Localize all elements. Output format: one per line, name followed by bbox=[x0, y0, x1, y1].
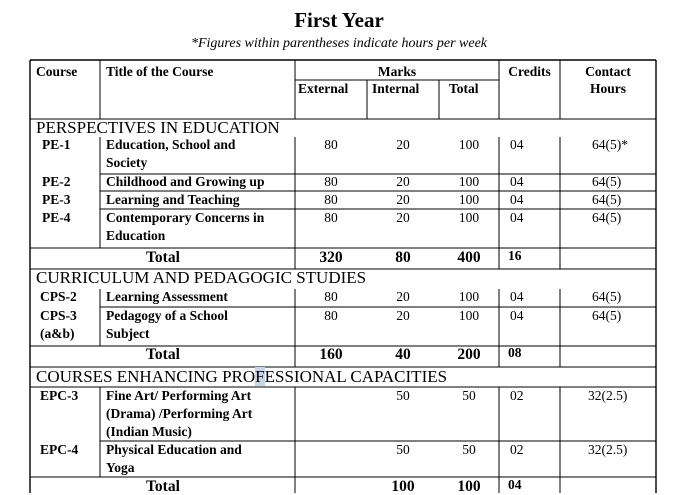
total-marks: 100 bbox=[458, 308, 480, 323]
course-code: EPC-4 bbox=[40, 442, 79, 457]
total-internal: 100 bbox=[391, 478, 415, 495]
course-title: (Indian Music) bbox=[106, 424, 192, 439]
credits: 04 bbox=[510, 289, 524, 304]
internal-marks: 20 bbox=[396, 192, 410, 207]
header-marks: Marks bbox=[377, 64, 417, 79]
course-title: Society bbox=[106, 155, 148, 170]
external-marks: 80 bbox=[324, 289, 338, 304]
credits: 02 bbox=[510, 442, 524, 457]
header-external: External bbox=[298, 81, 349, 96]
course-title: Childhood and Growing up bbox=[106, 174, 265, 189]
total-external: 160 bbox=[319, 346, 343, 363]
contact-hours: 64(5) bbox=[592, 174, 622, 189]
course-code: PE-1 bbox=[42, 137, 71, 152]
total-credits: 16 bbox=[508, 248, 522, 263]
header-course: Course bbox=[36, 64, 78, 79]
contact-hours: 64(5) bbox=[592, 289, 622, 304]
credits: 02 bbox=[510, 388, 524, 403]
course-title: Subject bbox=[106, 326, 150, 341]
internal-marks: 20 bbox=[396, 174, 410, 189]
total-total: 200 bbox=[457, 346, 481, 363]
external-marks: 80 bbox=[324, 210, 338, 225]
header-credits: Credits bbox=[508, 64, 551, 79]
course-title: Learning and Teaching bbox=[106, 192, 240, 207]
contact-hours: 64(5) bbox=[592, 210, 622, 225]
course-code: CPS-3 bbox=[40, 308, 77, 323]
total-marks: 100 bbox=[458, 174, 480, 189]
header-internal: Internal bbox=[372, 81, 420, 96]
section-heading: CURRICULUM AND PEDAGOGIC STUDIES bbox=[36, 268, 367, 287]
total-marks: 100 bbox=[458, 210, 480, 225]
course-title: Physical Education and bbox=[106, 442, 242, 457]
header-hours: Hours bbox=[589, 81, 626, 96]
contact-hours: 64(5) bbox=[592, 308, 622, 323]
course-title: Education, School and bbox=[106, 137, 236, 152]
contact-hours: 32(2.5) bbox=[588, 442, 628, 457]
course-title: Learning Assessment bbox=[106, 289, 228, 304]
external-marks: 80 bbox=[324, 137, 338, 152]
credits: 04 bbox=[510, 308, 524, 323]
course-code: CPS-2 bbox=[40, 289, 77, 304]
contact-hours: 64(5)* bbox=[592, 137, 628, 152]
course-title: Education bbox=[106, 228, 166, 243]
course-title: Yoga bbox=[106, 460, 135, 475]
total-label: Total bbox=[146, 346, 180, 363]
total-marks: 50 bbox=[462, 442, 476, 457]
internal-marks: 20 bbox=[396, 308, 410, 323]
course-code: PE-2 bbox=[42, 174, 71, 189]
internal-marks: 20 bbox=[396, 137, 410, 152]
total-marks: 100 bbox=[458, 192, 480, 207]
credits: 04 bbox=[510, 137, 524, 152]
header-contact: Contact bbox=[585, 64, 631, 79]
section-heading-part: COURSES ENHANCING PRO bbox=[36, 367, 256, 386]
internal-marks: 20 bbox=[396, 289, 410, 304]
credits: 04 bbox=[510, 174, 524, 189]
internal-marks: 20 bbox=[396, 210, 410, 225]
text-selection-highlight: F bbox=[255, 367, 265, 386]
section-heading bbox=[36, 367, 447, 387]
total-total: 100 bbox=[457, 478, 481, 495]
course-title: Pedagogy of a School bbox=[106, 308, 228, 323]
course-code: EPC-3 bbox=[40, 388, 79, 403]
course-code: PE-3 bbox=[42, 192, 71, 207]
credits: 04 bbox=[510, 192, 524, 207]
course-title: (Drama) /Performing Art bbox=[106, 406, 253, 421]
course-code: (a&b) bbox=[40, 326, 75, 341]
total-internal: 80 bbox=[395, 249, 411, 266]
external-marks: 80 bbox=[324, 308, 338, 323]
total-marks: 100 bbox=[458, 137, 480, 152]
total-internal: 40 bbox=[395, 346, 411, 363]
header-title: Title of the Course bbox=[106, 64, 214, 79]
course-code: PE-4 bbox=[42, 210, 71, 225]
external-marks: 80 bbox=[324, 174, 338, 189]
page-title: First Year bbox=[294, 8, 384, 32]
total-label: Total bbox=[146, 249, 180, 266]
subtitle-note: *Figures within parentheses indicate hours per week bbox=[190, 36, 488, 51]
internal-marks: 50 bbox=[396, 442, 410, 457]
external-marks: 80 bbox=[324, 192, 338, 207]
credits: 04 bbox=[510, 210, 524, 225]
total-marks: 50 bbox=[462, 388, 476, 403]
total-credits: 08 bbox=[508, 345, 522, 360]
total-credits: 04 bbox=[508, 477, 522, 492]
total-marks: 100 bbox=[458, 289, 480, 304]
internal-marks: 50 bbox=[396, 388, 410, 403]
course-title: Contemporary Concerns in bbox=[106, 210, 265, 225]
contact-hours: 64(5) bbox=[592, 192, 622, 207]
total-total: 400 bbox=[457, 249, 481, 266]
total-label: Total bbox=[146, 478, 180, 495]
course-title: Fine Art/ Performing Art bbox=[106, 388, 252, 403]
total-external: 320 bbox=[319, 249, 343, 266]
section-heading-part: ESSIONAL CAPACITIES bbox=[264, 367, 448, 386]
section-heading: PERSPECTIVES IN EDUCATION bbox=[36, 118, 280, 137]
header-total: Total bbox=[449, 81, 479, 96]
contact-hours: 32(2.5) bbox=[588, 388, 628, 403]
